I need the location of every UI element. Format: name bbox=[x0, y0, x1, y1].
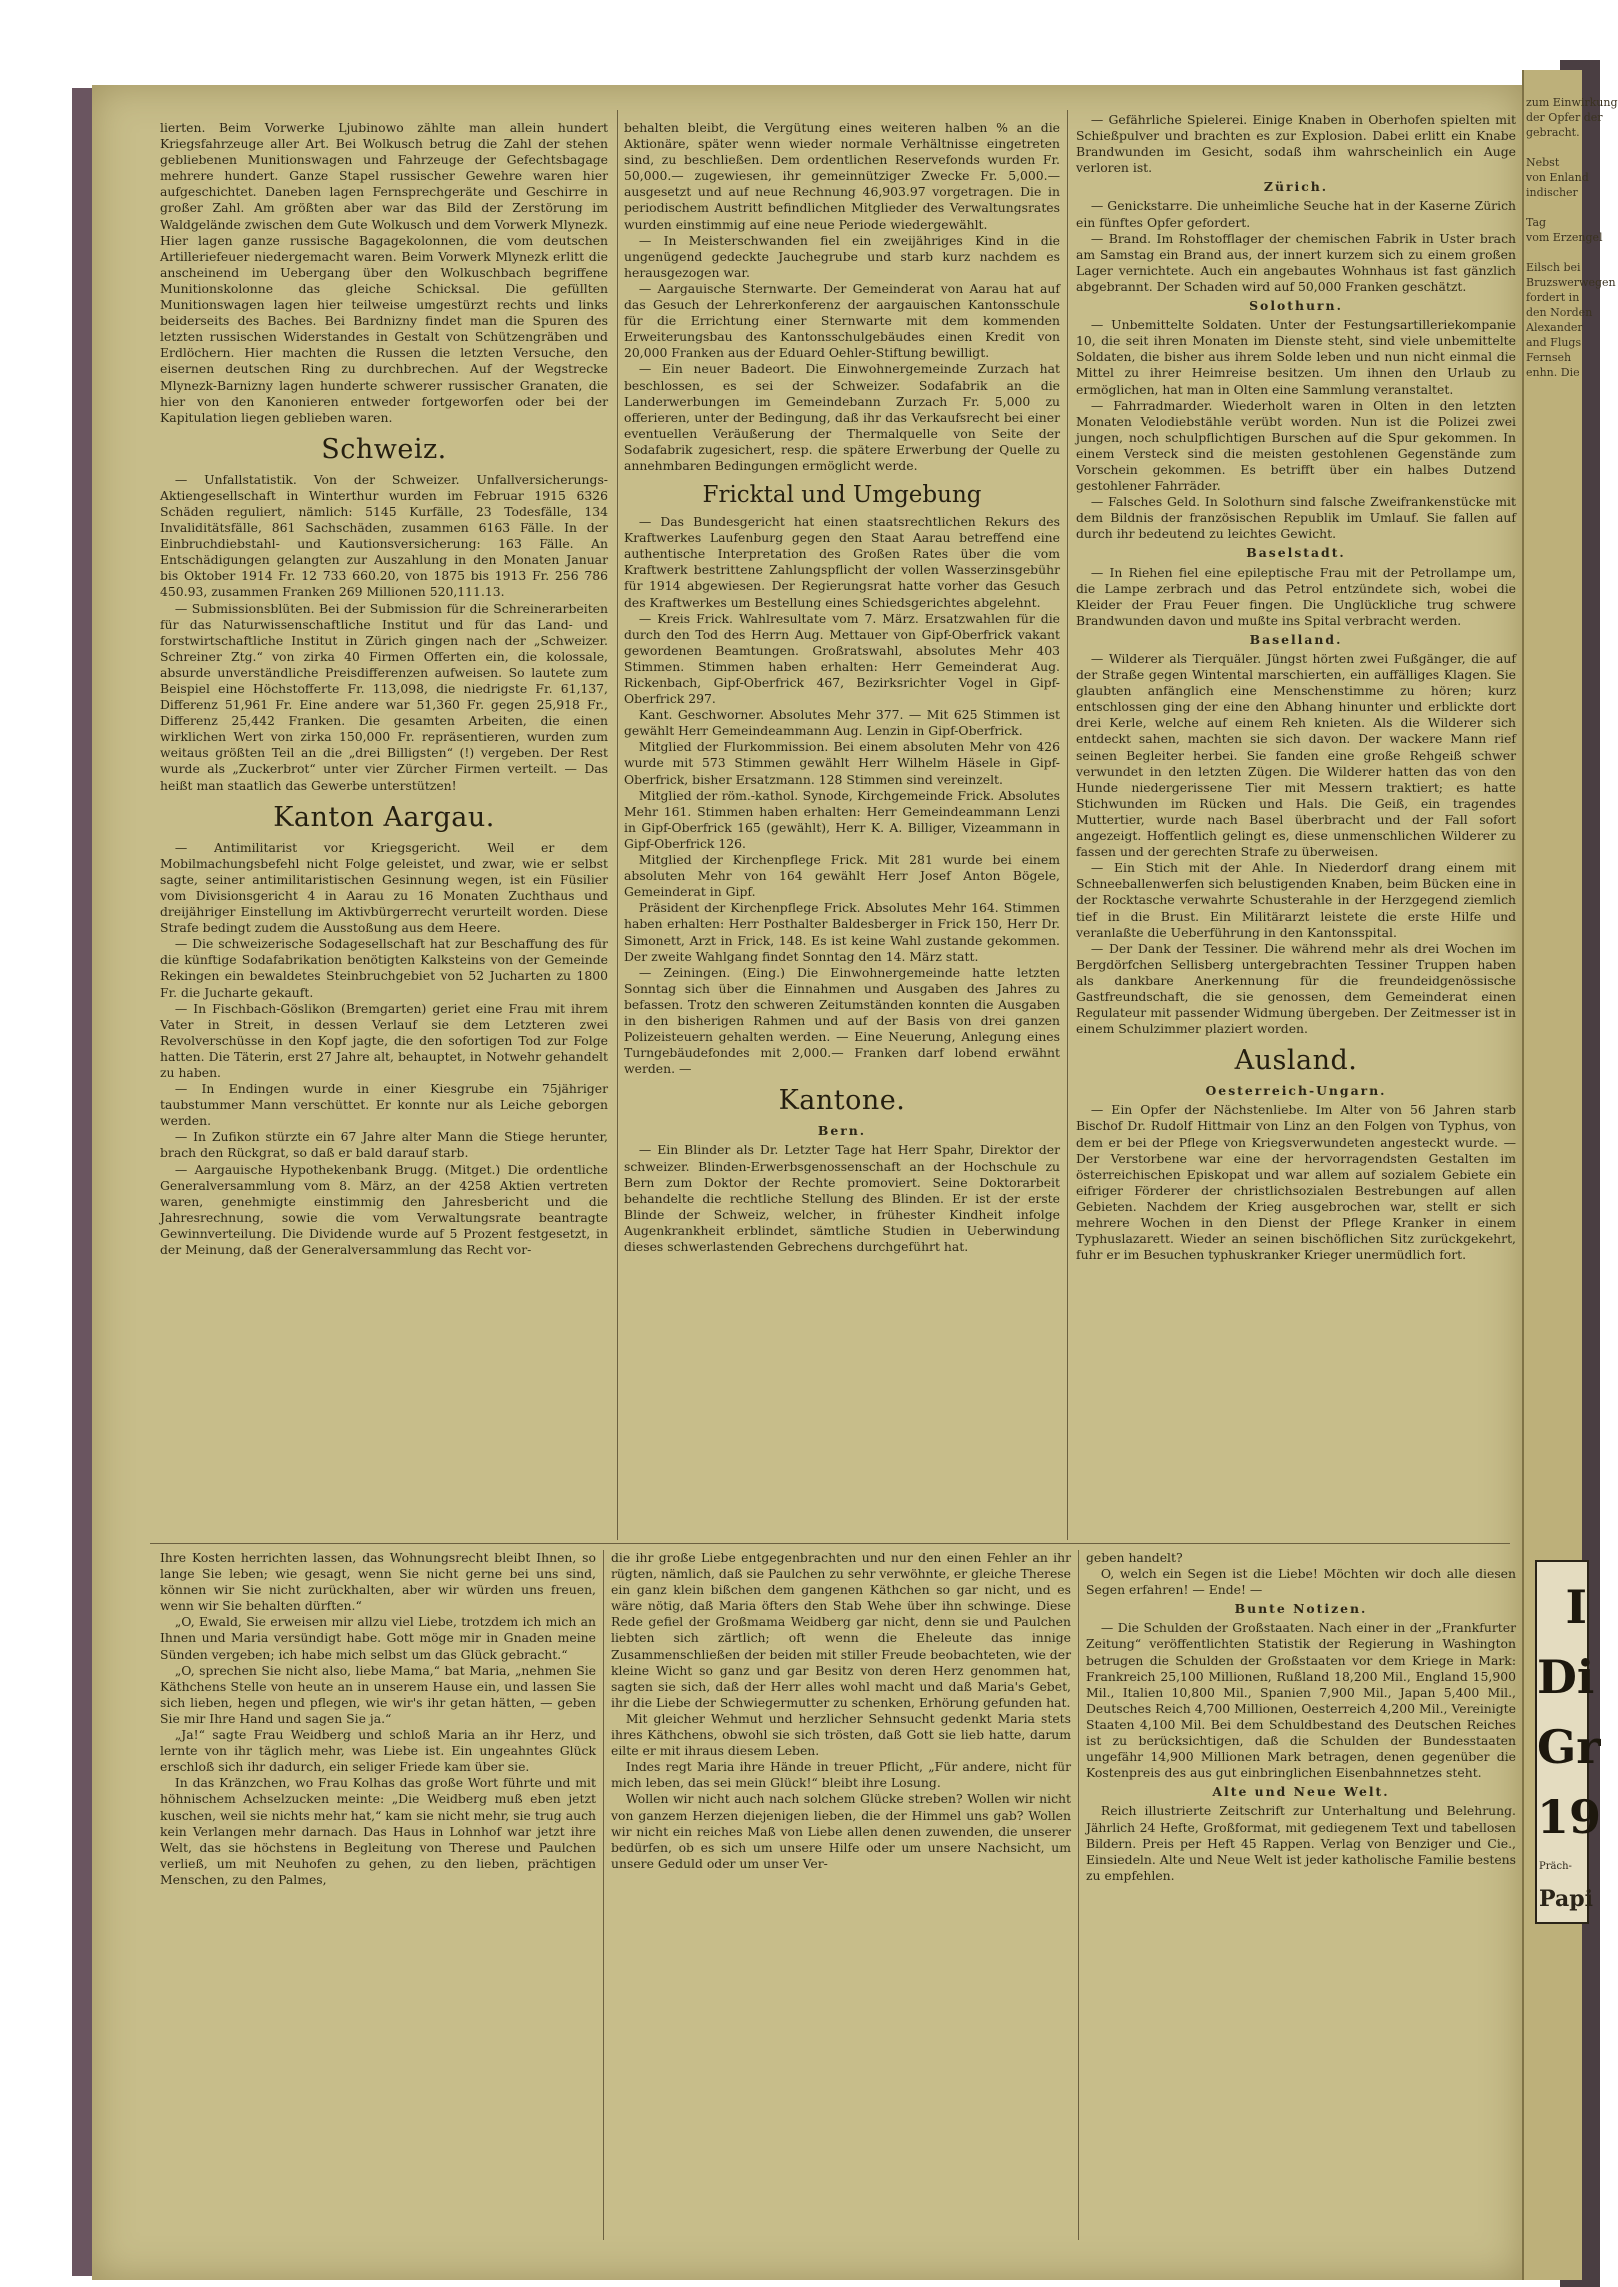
article-text: — Der Dank der Tessiner. Die während mehr als drei Wochen im Bergdörfchen Sellisberg untergebrachten Tessiner Truppen haben als dankbare Anerkennung für die freundeidgenössische Gastfreundschaft, die sie genossen, dem Gemeinderat einen Regulateur mit passender Widmung übergeben. Der Zeitmesser ist in einem Schulzimmer plaziert worden. bbox=[1076, 940, 1516, 1037]
article-text: — In Zufikon stürzte ein 67 Jahre alter Mann die Stiege herunter, brach den Rückgrat, so daß er bald darauf starb. bbox=[160, 1129, 608, 1161]
subheading-zuerich: Zürich. bbox=[1263, 179, 1329, 195]
next-page-fragment: zum der Opfer gebracht. Nebst von Enland indischer Tag vom Erzengel Eilsch bei Bruzswerwegen fordert in den Norden Alexander and Flugs Fernseh enhn. Die bbox=[1526, 96, 1616, 379]
advertisement-fragment bbox=[1535, 1560, 1602, 1924]
article-text: — In Fischbach-Göslikon (Bremgarten) geriet eine Frau mit ihrem Vater in Streit, in dessen Verlauf sie dem Letzteren zwei Revolverschüsse in den Kopf jagte, die den sofortigen Tod zur Folge hatten. Die Täterin, erst 27 Jahre alt, behauptet, in Notwehr gehandelt zu haben. bbox=[160, 1000, 608, 1080]
feuilleton-column-3 bbox=[1086, 1550, 1516, 2240]
story-text: Indes regt Maria ihre Hände in treuer Pflicht, „Für andere, nicht für mich leben, das sei mein Glück!“ bleibt ihre Losung. bbox=[611, 1759, 1071, 1791]
article-text: — Wilderer als Tierquäler. Jüngst hörten zwei Fußgänger, die auf der Straße gegen Wintental marschierten, ein auffälliges Klagen. Sie glaubten anfänglich eine Menschenstimme zu hören; kurz entschlossen ging der eine den Abhang hinunter und erblickte dort drei Kerle, welche auf einem Reh knieten. Als die Wilderer sich entdeckt sahen, machten sie sich davon. Der wackere Mann rief seinen Begleiter herbei. Sie fanden eine große Rehgeiß schwer verwundet in den letzten Zügen. Die Wilderer hatten das von den Hunde niedergerissene Tier mit Messern traktiert; es hatte Stichwunden im Rücken und Hals. Die Geiß, ein tragendes Muttertier, wurde nach Basel überbracht und der Fall sofort angezeigt. Hoffentlich gelingt es, diese unmenschlichen Wilderer zu fassen und der gerechten Strafe zu überweisen. bbox=[1076, 651, 1516, 860]
column-2 bbox=[624, 120, 1060, 1538]
article-text: — Ein Opfer der Nächstenliebe. Im Alter von 56 Jahren starb Bischof Dr. Rudolf Hittmair von Linz an den Folgen von Typhus, von dem er bei der Pflege von Kriegsverwundeten angesteckt wurde. — Der Verstorbene war eine der hervorragendsten Gestalten im österreichischen Episkopat und war allem auf sozialem Gebiete ein eifriger Förderer der christlichsozialen Bestrebungen auf allen Gebieten. Nachdem der Krieg ausgebrochen war, stellt er sich mehrere Wochen in den Dienst der Pflege Kranker in einem Typhuslazarett. Wieder an seinen bischöflichen Sitz zurückgekehrt, fuhr er im Besuchen typhuskranker Krieger unermüdlich fort. bbox=[1076, 1102, 1516, 1263]
story-text: In das Kränzchen, wo Frau Kolhas das große Wort führte und mit höhnischem Achselzucken meinte: „Die Weidberg muß eben jetzt kuschen, weil sie nichts mehr hat,“ kam sie nicht mehr, sie trug auch kein Verlangen mehr darnach. Das Haus in Lohnhof war jetzt ihre Welt, das sie höchstens in Begleitung von Therese und Paulchen verließ, um mit Neuhofen zu gehen, zu den lieben, prächtigen Menschen, zu den Palmes, bbox=[160, 1775, 596, 1887]
article-text: Mitglied der Kirchenpflege Frick. Mit 281 wurde bei einem absoluten Mehr von 164 gewählt Herr Josef Anton Bögele, Gemeinderat in Gipf. bbox=[624, 852, 1060, 900]
article-text: — Antimilitarist vor Kriegsgericht. Weil er dem Mobilmachungsbefehl nicht Folge geleistet, und zwar, wie er selbst sagte, seiner antimilitaristischen Gesinnung wegen, ist ein Füsilier vom Divisionsgericht 4 in Aarau zu 16 Monaten Zuchthaus und dreijähriger Einstellung im Aktivbürgerrecht verurteilt worden. Diese Strafe bedingt zudem die Ausstoßung aus dem Heere. bbox=[160, 839, 608, 936]
column-rule bbox=[1078, 1550, 1079, 2240]
column-rule bbox=[617, 110, 618, 1540]
column-3 bbox=[1076, 112, 1516, 1538]
article-text: — Zeiningen. (Eing.) Die Einwohnergemeinde hatte letzten Sonntag sich über die Einnahmen und Ausgaben des Jahres zu befassen. Trotz den schweren Zeitumständen konnten die Ausgaben in den bisherigen Rahmen und auf der Basis von drei ganzen Polizeisteuern gehalten werden. — Eine Neuerung, Anlegung eines Turngebäudefondes mit 2,000.— Franken darf lobend erwähnt werden. — bbox=[624, 964, 1060, 1077]
article-text: Reich illustrierte Zeitschrift zur Unterhaltung und Belehrung. Jährlich 24 Hefte, Großformat, mit gediegenem Text und tabellosen Bildern. Preis per Heft 45 Rappen. Verlag von Benziger und Cie., Einsiedeln. Alte und Neue Welt ist jeder katholische Familie bestens zu empfehlen. bbox=[1086, 1803, 1516, 1883]
article-text: — Ein Blinder als Dr. Letzter Tage hat Herr Spahr, Direktor der schweizer. Blinden-Erwerbsgenossenschaft an der Hochschule zu Bern zum Doktor der Rechte promoviert. Seine Doktorarbeit behandelte die rechtliche Stellung des Blinden. Er ist der erste Blinde der Schweiz, welcher, in frühester Kindheit infolge Augenkrankheit erblindet, sämtliche Studien in Ueberwindung dieses schwerlastenden Gebrechens durchgeführt hat. bbox=[624, 1142, 1060, 1254]
column-1 bbox=[160, 120, 608, 1538]
feuilleton-rule bbox=[150, 1543, 1510, 1544]
story-text: die ihr große Liebe entgegenbrachten und nur den einen Fehler an ihr rügten, nämlich, daß sie Paulchen zu sehr verwöhnte, er gleiche Therese ein ganz klein bißchen dem gangenen Käthchen so gar nicht, und es wäre nötig, daß Maria öfters den Stab Wehe über ihn schwinge. Diese Rede gefiel der Großmama Weidberg gar nicht, denn sie und Paulchen liebten sich zärtlich; oft wenn die Eheleute das innige Zusammenschließen der beiden mit stiller Freude beobachteten, wie der kleine Wicht so ganz und gar Besitz von deren Herz genommen hat, sagten sie sich, daß der Herr alles wohl macht und daß Maria's Gebet, ihr die Liebe der Schwiegermutter zu schenken, Erhörung gefunden hat. bbox=[611, 1550, 1071, 1710]
article-text: behalten bleibt, die Vergütung eines weiteren halben % an die Aktionäre, später wenn wieder normale Verhältnisse eingetreten sind, zu beschließen. Dem ordentlichen Reservefonds wurden Fr. 50,000.— zugewiesen, ihr gemeinnütziger Zwecke Fr. 5,000.— ausgesetzt und auf neue Rechnung 46,903.97 vorgetragen. Die in periodischem Austritt befindlichen Mitglieder des Verwaltungsrates wurden einstimmig auf eine neue Periode wiedergewählt. bbox=[624, 120, 1060, 232]
subheading-notizen: Bunte Notizen. bbox=[1234, 1601, 1368, 1617]
article-text: — Unfallstatistik. Von der Schweizer. Unfallversicherungs-Aktiengesellschaft in Winterthur wurden im Februar 1915 6326 Schäden reguliert, nämlich: 5145 Kurfälle, 23 Todesfälle, 134 Invaliditätsfälle, 861 Sachschäden, zusammen 6163 Fälle. In der Einbruchdiebstahl- und Kautionsversicherung: 163 Fälle. An Entschädigungen gelangten zur Auszahlung in den Monaten Januar bis Oktober 1914 Fr. 12 733 660.20, von 1875 bis 1913 Fr. 256 786 450.93, zusammen Franken 269 Millionen 520,111.13. bbox=[160, 471, 608, 600]
subheading-bern: Bern. bbox=[817, 1123, 867, 1139]
story-text: Wollen wir nicht auch nach solchem Glücke streben? Wollen wir nicht von ganzem Herzen diejenigen lieben, die der Himmel uns gab? Wollen wir nicht ein reiches Maß von Liebe allen denen zuwenden, die unserer bedürfen, ob es sich um unsere Hilfe oder um unsere Nachsicht, um unsere Geduld oder um unser Ver- bbox=[611, 1791, 1071, 1871]
subheading-baselland: Baselland. bbox=[1249, 631, 1343, 647]
column-rule bbox=[1067, 110, 1068, 1540]
article-text: — Die schweizerische Sodagesellschaft hat zur Beschaffung des für die künftige Sodafabrikation benötigten Kalksteins von der Gemeinde Rekingen ein bewaldetes Steinbruchgebiet von 52 Jucharten zu 1800 Fr. die Jucharte gekauft. bbox=[160, 936, 608, 1000]
article-text: Kant. Geschworner. Absolutes Mehr 377. — Mit 625 Stimmen ist gewählt Herr Gemeindeammann Aug. Lenzin in Gipf-Oberfrick. bbox=[624, 707, 1060, 739]
column-rule bbox=[603, 1550, 604, 2240]
article-text: — Das Bundesgericht hat einen staatsrechtlichen Rekurs des Kraftwerkes Laufenburg gegen den Staat Aarau betreffend eine authentische Interpretation des Großen Rates über die vom Kraftwerk bestrittene Zahlungspflicht der vollen Wasserzinsgebühr für 1914 abgewiesen. Der Regierungsrat hatte vorher das Gesuch des Kraftwerkes um Bestellung eines Schiedsgerichtes abgelehnt. bbox=[624, 514, 1060, 610]
article-text: — Ein Stich mit der Ahle. In Niederdorf drang einem mit Schneeballenwerfen sich belustigenden Knaben, beim Bücken eine in der Rocktasche verwahrte Schusterahle in der Herzgegend ziemlich tief in die Brust. Ein Militärarzt leistete die erste Hilfe und veranlaßte die Ueberführung in den Kantonsspital. bbox=[1076, 860, 1516, 940]
article-text: — Die Schulden der Großstaaten. Nach einer in der „Frankfurter Zeitung“ veröffentlichten Statistik der Regierung in Washington betrugen die Schulden der Großstaaten vor dem Kriege in Mark: Frankreich 25,100 Millionen, Rußland 18,200 Mil., England 15,900 Mil., Italien 10,800 Mil., Spanien 7,900 Mil., Japan 5,400 Mil., Deutsches Reich 4,700 Millionen, Oesterreich 4,200 Mil., Vereinigte Staaten 4,100 Mil. Bei dem Schuldbestand des Deutschen Reiches ist zu berücksichtigen, daß die Schulden der Bundesstaaten ungefähr 14,900 Millionen Mark betragen, denen gegenüber die Kostenpreis des aus gut einbringlichen Eisenbahnnetzes steht. bbox=[1086, 1620, 1516, 1781]
article-text: Präsident der Kirchenpflege Frick. Absolutes Mehr 164. Stimmen haben erhalten: Herr Posthalter Baldesberger in Frick 150, Herr Dr. Simonett, Arzt in Frick, 148. Es ist keine Wahl zustande gekommen. Der zweite Wahlgang findet Sonntag den 14. März statt. bbox=[624, 900, 1060, 964]
section-heading-ausland: Ausland. bbox=[1234, 1045, 1358, 1077]
subheading-solothurn: Solothurn. bbox=[1249, 298, 1343, 314]
feuilleton-column-1 bbox=[160, 1550, 596, 2240]
story-text: Ihre Kosten herrichten lassen, das Wohnungsrecht bleibt Ihnen, so lange Sie leben; wie gesagt, wenn Sie nicht gerne bei uns sind, können wir Sie nicht zurückhalten, aber wir würden uns freuen, wenn wir Sie behalten dürften.“ bbox=[160, 1550, 596, 1614]
section-heading-fricktal: Fricktal und Umgebung bbox=[702, 482, 982, 509]
article-text: — Falsches Geld. In Solothurn sind falsche Zweifrankenstücke mit dem Bildnis der französischen Republik im Umlauf. Sie fallen auf durch ihr bedeutend zu leichtes Gewicht. bbox=[1076, 494, 1516, 542]
subheading-oesterreich: Oesterreich-Ungarn. bbox=[1205, 1083, 1387, 1099]
article-text: — Unbemittelte Soldaten. Unter der Festungsartilleriekompanie 10, die seit ihren Monaten im Dienste steht, sind viele unbemittelte Soldaten, die bisher aus ihrem Solde leben und nun nicht einmal die Mittel zu ihrer Heimreise besitzen. Um ihnen den Urlaub zu ermöglichen, hat man in Olten eine Sammlung veranstaltet. bbox=[1076, 317, 1516, 397]
advertisement-fragment-text: I Di Gr 19 bbox=[1537, 1580, 1602, 1844]
article-text: — Aargauische Hypothekenbank Brugg. (Mitget.) Die ordentliche Generalversammlung vom 8. März, an der 4258 Aktien vertreten waren, genehmigte einstimmig den Jahresbericht und die Jahresrechnung, sowie die vom Verwaltungsrate beantragte Gewinnverteilung. Die Dividende wurde auf 5 Prozent festgesetzt, in der Meinung, daß der Generalversammlung das Recht vor- bbox=[160, 1161, 608, 1257]
article-text: — Submissionsblüten. Bei der Submission für die Schreinerarbeiten für das Naturwissenschaftliche Institut und für das Land- und forstwirtschaftliche Institut in Zürich gingen nach der „Schweizer. Schreiner Ztg.“ von zirka 40 Firmen Offerten ein, die kolossale, absurde unverständliche Preisdifferenzen aufweisen. So lautete zum Beispiel eine Höchstofferte Fr. 113,098, die niedrigste Fr. 61,137, Differenz 51,961 Fr. Eine andere war 51,360 Fr. gegen 25,918 Fr., Differenz 25,442 Franken. Die gesamten Arbeiten, die einen wirklichen Wert von zirka 150,000 Fr. repräsentieren, wurden zum weitaus größten Teil an die „drei Billigsten“ (!) vergeben. Der Rest wurde als „Zuckerbrot“ unter vier Zürcher Firmen verteilt. — Das heißt man staatlich das Gewerbe unterstützen! bbox=[160, 600, 608, 793]
article-text: — Brand. Im Rohstofflager der chemischen Fabrik in Uster brach am Samstag ein Brand aus, der innert kurzem sich zu einem großen Lager vernichtete. Auch ein angebautes Wohnhaus ist fast gänzlich abgebrannt. Der Schaden wird auf 50,000 Franken geschätzt. bbox=[1076, 230, 1516, 294]
article-text: — In Riehen fiel eine epileptische Frau mit der Petrollampe um, die Lampe zerbrach und das Petrol entzündete sich, wobei die Kleider der Frau Feuer fingen. Die Unglückliche trug schwere Brandwunden davon und mußte ins Spital verbracht werden. bbox=[1076, 564, 1516, 628]
article-text: — Aargauische Sternwarte. Der Gemeinderat von Aarau hat auf das Gesuch der Lehrerkonferenz der aargauischen Kantonsschule für die Errichtung einer Sternwarte mit dem kommenden Erweiterungsbau des Kantonsschulgebäudes einen Kredit von 20,000 Franken aus der Eduard Oehler-Stiftung bewilligt. bbox=[624, 280, 1060, 361]
article-text: Mitglied der röm.-kathol. Synode, Kirchgemeinde Frick. Absolutes Mehr 161. Stimmen haben erhalten: Herr Gemeindeammann Lenzi in Gipf-Oberfrick 165 (gewählt), Herr K. A. Billiger, Vizeammann in Gipf-Oberfrick 126. bbox=[624, 787, 1060, 851]
next-page-edge bbox=[1522, 70, 1616, 2280]
subheading-baselstadt: Baselstadt. bbox=[1246, 545, 1346, 561]
story-text: „O, sprechen Sie nicht also, liebe Mama,“ bat Maria, „nehmen Sie Käthchens Stelle von heute an in unserem Hause ein, und lassen Sie sich lieben, hegen und pflegen, wie wir's ihr getan hätten, — geben Sie mir Ihre Hand und sagen Sie ja.“ bbox=[160, 1662, 596, 1726]
article-text: Mitglied der Flurkommission. Bei einem absoluten Mehr von 426 wurde mit 573 Stimmen gewählt Herr Wilhelm Häsele in Gipf-Oberfrick, bisher Ersatzmann. 128 Stimmen sind vereinzelt. bbox=[624, 739, 1060, 787]
story-text: Mit gleicher Wehmut und herzlicher Sehnsucht gedenkt Maria stets ihres Käthchens, obwohl sie sich trösten, daß Gott sie lieb hatte, darum eilte er mit ihraus diesem Leben. bbox=[611, 1710, 1071, 1759]
book-cover-edge bbox=[72, 88, 92, 2276]
article-text: — Ein neuer Badeort. Die Einwohnergemeinde Zurzach hat beschlossen, es sei der Schweizer. Sodafabrik an die Landerwerbungen im Gemeindebann Zurzach Fr. 5,000 zu offerieren, unter der Bedingung, daß ihr das Verkaufsrecht bei einer eventuellen Veräußerung der Thermalquelle von Seite der Sodafabrik zugesichert, resp. die spätere Erwerbung der Quelle zu annehmbaren Bedingungen ermöglicht werde. bbox=[624, 361, 1060, 473]
subheading-alte-neue-welt: Alte und Neue Welt. bbox=[1212, 1784, 1390, 1800]
article-text: — Fahrradmarder. Wiederholt waren in Olten in den letzten Monaten Velodiebstähle verübt worden. Nun ist die Polizei zwei jungen, noch schulpflichtigen Burschen auf die Spur gekommen. In einem Versteck sind die meisten gestohlenen Gegenstände zum Vorschein gekommen. Es betrifft über ein halbes Dutzend gestohlener Fahrräder. bbox=[1076, 397, 1516, 494]
story-text: O, welch ein Segen ist die Liebe! Möchten wir doch alle diesen Segen erfahren! — Ende! — bbox=[1086, 1566, 1516, 1598]
section-heading-kantone: Kantone. bbox=[778, 1085, 906, 1117]
feuilleton-column-2 bbox=[611, 1550, 1071, 2240]
article-text: lierten. Beim Vorwerke Ljubinowo zählte man allein hundert Kriegsfahrzeuge aller Art. Bei Wolkusch betrug die Zahl der stehen gebliebenen Munitionswagen und Fahrzeuge der Gefechtsbagage mehrere hundert. Ganze Stapel russischer Gewehre waren hier aufgeschichtet. Daneben lagen Fernsprechgeräte und Geschirre in großer Zahl. Am größten aber war das Bild der Zerstörung im Waldgelände zwischen dem Gute Wolkusch und dem Vorwerk Mlynezk. Hier lagen ganze russische Bagagekolonnen, die vom deutschen Artilleriefeuer niedergemacht waren. Beim Vorwerk Mlynezk erlitt die anscheinend im Uebergang über den Wolkuschbach begriffene Munitionskolonne das gleiche Schicksal. Die gefüllten Munitionswagen lagen hier teilweise umgestürzt rechts und links beiderseits des Baches. Bei Bardnizny findet man die Spuren des letzten russischen Widerstandes in Gestalt von Schützengräben und Erdlöchern. Hier machten die Russen die letzten Versuche, den eisernen deutschen Ring zu durchbrechen. Auf der Wegstrecke Mlynezk-Barnizny lagen hunderte schwerer russischer Granaten, die hier von den Kanonieren entweder fortgeworfen oder bei der Kapitulation liegen geblieben waren. bbox=[160, 120, 608, 425]
article-text: — In Endingen wurde in einer Kiesgrube ein 75jähriger taubstummer Mann verschüttet. Er konnte nur als Leiche geborgen werden. bbox=[160, 1081, 608, 1129]
advertisement-fragment-small: Präch- bbox=[1539, 1861, 1572, 1872]
story-text: „O, Ewald, Sie erweisen mir allzu viel Liebe, trotzdem ich mich an Ihnen und Maria versündigt habe. Gott möge mir in Gnaden meine Sünden vergeben; ich habe mich selbst um das Glück gebracht.“ bbox=[160, 1614, 596, 1662]
article-text: — In Meisterschwanden fiel ein zweijähriges Kind in die ungenügend gedeckte Jauchegrube und starb kurz nachdem es herausgezogen war. bbox=[624, 232, 1060, 280]
advertisement-fragment-tail: Papi bbox=[1539, 1886, 1593, 1912]
story-text: geben handelt? bbox=[1086, 1550, 1183, 1565]
article-text: — Genickstarre. Die unheimliche Seuche hat in der Kaserne Zürich ein fünftes Opfer gefordert. bbox=[1076, 198, 1516, 230]
section-heading-aargau: Kanton Aargau. bbox=[273, 801, 495, 833]
section-heading-schweiz: Schweiz. bbox=[321, 433, 447, 465]
article-text: — Kreis Frick. Wahlresultate vom 7. März. Ersatzwahlen für die durch den Tod des Herrn Aug. Mettauer von Gipf-Oberfrick vakant gewordenen Beamtungen. Großratswahl, absolutes Mehr 403 Stimmen. Stimmen haben erhalten: Herr Gemeinderat Aug. Rickenbach, Gipf-Oberfrick 467, Bezirksrichter Vogel in Gipf-Oberfrick 297. bbox=[624, 610, 1060, 707]
article-text: — Gefährliche Spielerei. Einige Knaben in Oberhofen spielten mit Schießpulver und brachten es zur Explosion. Dabei erlitt ein Knabe Brandwunden im Gesicht, sodaß ihm wahrscheinlich ein Auge verloren ist. bbox=[1076, 112, 1516, 176]
story-text: „Ja!“ sagte Frau Weidberg und schloß Maria an ihr Herz, und lernte von ihr täglich mehr, was Liebe ist. Ein ungeahntes Glück erschloß sich ihr dadurch, ein seliger Friede kam über sie. bbox=[160, 1727, 596, 1775]
